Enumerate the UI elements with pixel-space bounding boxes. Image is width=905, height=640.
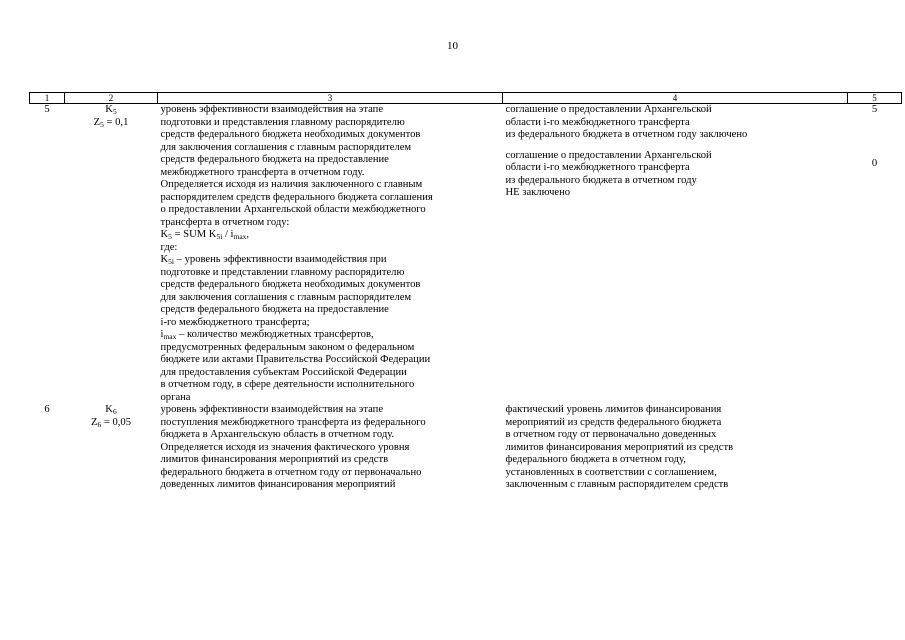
imax-definition: $i_{max}$ – количество межбюджетных трансфертов, (160, 329, 374, 341)
description-line: трансферта в отчетном году: (160, 216, 290, 228)
k5i-definition: $K_{5i}$ – уровень эффективности взаимодействия при (160, 254, 387, 266)
description-line: в отчетном году, в сфере деятельности исполнительного (160, 379, 415, 390)
description-line: для заключения соглашения с главным распорядителем (160, 291, 412, 303)
criterion-concluded: соглашение о предоставлении Архангельской области i-го межбюджетного трансферта из федерального бюджета в отчетном году заключено (505, 104, 748, 140)
description-line: федерального бюджета в отчетном году от первоначально (160, 466, 422, 478)
page-number: 10 (447, 40, 458, 52)
indicator-cell (65, 404, 158, 492)
formula-line: $K_5$ = SUM $K_{5i} / i_{max}$, (160, 229, 250, 241)
header-col-2: 2 (65, 93, 158, 104)
description-line: Определяется исходя из наличия заключенного с главным (160, 179, 423, 190)
description-line: Определяется исходя из значения фактического уровня (160, 441, 410, 453)
row-number: 6 (44, 404, 50, 415)
indicator-description (158, 104, 503, 405)
score-value: 0 (871, 157, 878, 169)
description-line: i-го межбюджетного трансферта; (160, 316, 310, 328)
where-label: где: (160, 241, 178, 253)
description-line: лимитов финансирования мероприятий из средств (160, 454, 389, 465)
description-line: подготовки и представления главному распорядителю (160, 116, 405, 128)
indicator-description (158, 404, 503, 492)
description-line: распорядителем средств федерального бюджета соглашения (160, 191, 433, 203)
description-line: для заключения соглашения с главным распорядителем (160, 141, 412, 153)
indicator-cell (65, 104, 158, 405)
indicator-weight: $Z_5 = 0,1$ (93, 116, 129, 129)
indicator-weight: $Z_6 = 0,05$ (90, 416, 132, 429)
table-row (30, 404, 902, 492)
description-line: подготовке и представлении главному распорядителю (160, 266, 405, 278)
description-line: органа (160, 391, 191, 403)
description-line: для предоставления субъектам Российской Федерации (160, 366, 407, 378)
description-line: поступления межбюджетного трансферта из федерального (160, 416, 426, 428)
header-col-4: 4 (503, 93, 848, 104)
score-cell (848, 404, 902, 492)
indicator-symbol: $K_5$ (105, 104, 117, 116)
description-line: средств федерального бюджета на предоставление (160, 304, 389, 315)
score-cell (848, 104, 902, 405)
header-col-3: 3 (158, 93, 503, 104)
criteria-cell (503, 104, 848, 405)
description-line: уровень эффективности взаимодействия на этапе (160, 104, 384, 115)
criteria-table (29, 92, 902, 492)
table-header-row (30, 93, 902, 104)
criteria-cell: фактический уровень лимитов финансирования мероприятий из средств федерального бюджета в отчетном году от первоначально доведенных лимитов финансирования мероприятий из средств федерального бюджета в отчетном году, установленных в соответствии с соглашением, заключенным с главным распорядителем средств (505, 404, 734, 490)
description-line: средств федерального бюджета необходимых документов (160, 129, 421, 140)
score-value: 5 (871, 104, 878, 115)
description-line: бюджете или актами Правительства Российской Федерации (160, 354, 431, 365)
table-row (30, 104, 902, 405)
indicator-symbol: $K_6$ (105, 404, 117, 416)
description-line: о предоставлении Архангельской области межбюджетного (160, 204, 426, 215)
description-line: уровень эффективности взаимодействия на этапе (160, 404, 384, 415)
description-line: межбюджетного трансферта в отчетном году. (160, 166, 365, 178)
description-line: бюджета в Архангельскую область в отчетном году. (160, 429, 395, 440)
description-line: доведенных лимитов финансирования мероприятий (160, 479, 396, 490)
header-col-5: 5 (848, 93, 902, 104)
criterion-not-concluded: соглашение о предоставлении Архангельской области i-го межбюджетного трансферта из федерального бюджета в отчетном году НЕ заключено (505, 149, 712, 198)
description-line: предусмотренных федеральным законом о федеральном (160, 341, 415, 353)
description-line: средств федерального бюджета на предоставление (160, 154, 389, 165)
row-number: 5 (44, 104, 50, 115)
description-line: средств федерального бюджета необходимых документов (160, 279, 421, 290)
header-col-1: 1 (30, 93, 65, 104)
